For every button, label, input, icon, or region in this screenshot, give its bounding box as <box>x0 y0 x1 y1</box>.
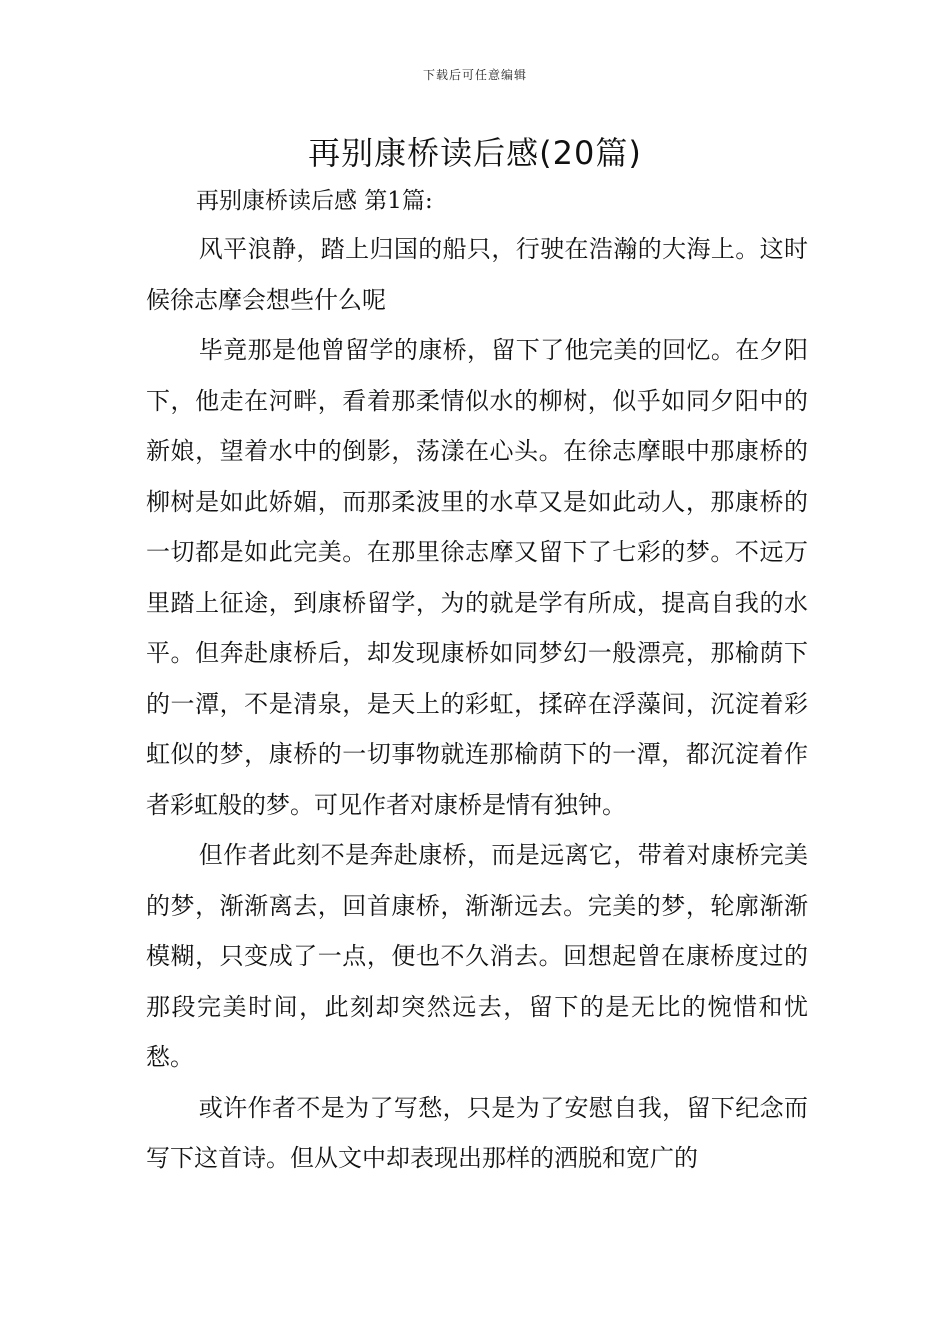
document-title: 再别康桥读后感(20篇) <box>308 134 642 172</box>
header-note: 下载后可任意编辑 <box>422 68 527 82</box>
paragraph: 风平浪静，踏上归国的船只，行驶在浩瀚的大海上。这时候徐志摩会想些什么呢 <box>146 235 808 314</box>
section-heading: 再别康桥读后感 第1篇: <box>196 188 433 214</box>
document-body <box>146 224 808 1184</box>
paragraph: 毕竟那是他曾留学的康桥，留下了他完美的回忆。在夕阳下，他走在河畔，看着那柔情似水的柳树，似乎如同夕阳中的新娘，望着水中的倒影，荡漾在心头。在徐志摩眼中那康桥的柳树是如此娇媚，而那柔波里的水草又是如此动人，那康桥的一切都是如此完美。在那里徐志摩又留下了七彩的梦。不远万里踏上征途，到康桥留学，为的就是学有所成，提高自我的水平。但奔赴康桥后，却发现康桥如同梦幻一般漂亮，那榆荫下的一潭，不是清泉，是天上的彩虹，揉碎在浮藻间，沉淀着彩虹似的梦，康桥的一切事物就连那榆荫下的一潭，都沉淀着作者彩虹般的梦。可见作者对康桥是情有独钟。 <box>146 336 808 819</box>
paragraph: 或许作者不是为了写愁，只是为了安慰自我，留下纪念而写下这首诗。但从文中却表现出那样的洒脱和宽广的 <box>146 1093 808 1172</box>
paragraph: 但作者此刻不是奔赴康桥，而是远离它，带着对康桥完美的梦，渐渐离去，回首康桥，渐渐远去。完美的梦，轮廓渐渐模糊，只变成了一点，便也不久消去。回想起曾在康桥度过的那段完美时间，此刻却突然远去，留下的是无比的惋惜和忧愁。 <box>146 841 808 1071</box>
